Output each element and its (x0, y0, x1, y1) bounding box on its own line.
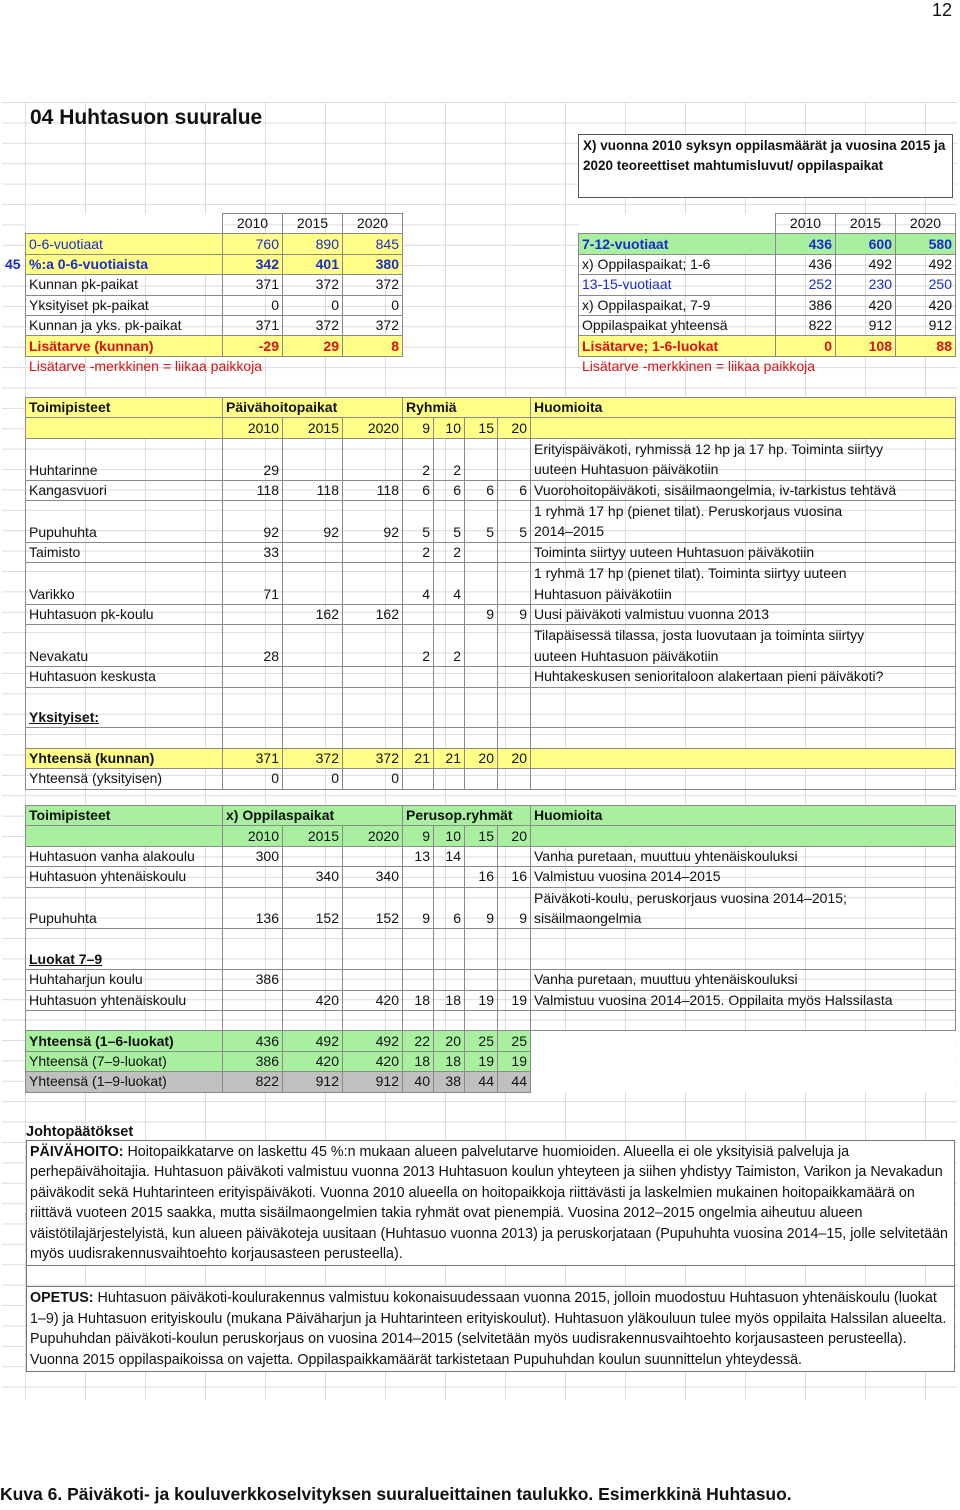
note-cell: Uusi päiväkoti valmistuu vuonna 2013 (531, 605, 956, 625)
cell (283, 563, 343, 605)
cell (283, 625, 343, 667)
cell: 5 (434, 500, 465, 542)
cell (465, 970, 498, 990)
figure-caption: Kuva 6. Päiväkoti- ja kouluverkkoselvityksen suuralueittainen taulukko. Esimerkkinä Huhtasuo. (0, 1484, 792, 1504)
note-line: Tilapäisessä tilassa, josta luovutaan ja toiminta siirtyy (534, 627, 865, 644)
row-label: Yhteensä (7–9-luokat) (26, 1051, 223, 1071)
daycare-summary-table (25, 213, 403, 357)
cell: 371 (223, 748, 283, 768)
cell: 33 (223, 542, 283, 562)
table-row (26, 970, 956, 990)
col-header: Päivähoitopaikat (223, 398, 403, 418)
cell: 9 (498, 887, 531, 929)
table-row (26, 605, 956, 625)
cell: 136 (223, 887, 283, 929)
cell: 252 (776, 275, 836, 295)
cell: 19 (465, 990, 498, 1010)
row-label: x) Oppilaspaikat; 1-6 (579, 254, 776, 274)
cell (434, 605, 465, 625)
cell: 108 (836, 336, 896, 356)
unit-name: Huhtarinne (26, 438, 223, 480)
group-year: 15 (465, 418, 498, 438)
note-cell (531, 438, 956, 480)
row-label: 7-12-vuotiaat (579, 234, 776, 254)
year-cell: 2010 (223, 214, 283, 234)
note-line: uuteen Huhtasuon päiväkotiin (534, 461, 719, 478)
cell: 71 (223, 563, 283, 605)
cell: 492 (896, 254, 956, 274)
cell: 6 (403, 480, 434, 500)
year-cell: 2020 (896, 214, 956, 234)
cell: 386 (776, 295, 836, 315)
table-row (26, 438, 956, 480)
percent-value: 45 (5, 256, 21, 272)
cell: 4 (403, 563, 434, 605)
col-header: Perusop.ryhmät (403, 806, 531, 826)
cell (223, 605, 283, 625)
cell: 420 (283, 990, 343, 1010)
cell (283, 542, 343, 562)
private-label-row (26, 687, 956, 728)
cell: 16 (498, 867, 531, 887)
cell (434, 867, 465, 887)
cell: 92 (283, 500, 343, 542)
unit-name: Huhtasuon pk-koulu (26, 605, 223, 625)
cell: 38 (434, 1072, 465, 1092)
cell: 342 (223, 254, 283, 274)
table-row (26, 846, 956, 866)
conclusions-section (26, 1124, 955, 1372)
cell (343, 970, 403, 990)
row-label: Kunnan ja yks. pk-paikat (26, 315, 223, 335)
cell: 5 (498, 500, 531, 542)
year-cell: 2015 (283, 418, 343, 438)
cell (465, 438, 498, 480)
total-row (26, 1072, 956, 1092)
note-line: 1 ryhmä 17 hp (pienet tilat). Peruskorjaus vuosina (534, 502, 843, 519)
cell: 152 (343, 887, 403, 929)
cell: 6 (434, 887, 465, 929)
cell (223, 990, 283, 1010)
cell: 29 (283, 336, 343, 356)
row-label: Yksityiset pk-paikat (26, 295, 223, 315)
row-label: Yhteensä (1–6-luokat) (26, 1031, 223, 1051)
cell (223, 867, 283, 887)
cell: 340 (283, 867, 343, 887)
group-year: 9 (403, 418, 434, 438)
cell: 580 (896, 234, 956, 254)
cell: 420 (343, 990, 403, 1010)
cell (283, 970, 343, 990)
grades-label: Luokat 7–9 (26, 929, 223, 970)
cell: 21 (434, 748, 465, 768)
cell (498, 846, 531, 866)
table-row (26, 625, 956, 667)
cell (403, 667, 434, 687)
conclusion-education (26, 1286, 955, 1372)
cell (465, 846, 498, 866)
summary-row (26, 336, 403, 356)
year-cell: 2015 (283, 214, 343, 234)
cell: 9 (465, 887, 498, 929)
cell (343, 542, 403, 562)
cell: 6 (498, 480, 531, 500)
cell: 20 (498, 748, 531, 768)
unit-name: Huhtasuon yhtenäiskoulu (26, 990, 223, 1010)
cell: 5 (465, 500, 498, 542)
cell: 2 (434, 625, 465, 667)
summary-row (579, 254, 956, 274)
year-cell: 2015 (836, 214, 896, 234)
group-year: 9 (403, 826, 434, 846)
group-year: 20 (498, 826, 531, 846)
page-number: 12 (931, 0, 952, 20)
unit-name: Huhtasuon keskusta (26, 667, 223, 687)
cell: 4 (434, 563, 465, 605)
cell: 0 (283, 769, 343, 789)
year-cell: 2020 (343, 214, 403, 234)
col-header: Huomioita (531, 398, 956, 418)
summary-row (579, 275, 956, 295)
cell: 420 (836, 295, 896, 315)
cell: 340 (343, 867, 403, 887)
cell: 18 (403, 1051, 434, 1071)
cell (283, 438, 343, 480)
note-line: 2014–2015 (534, 523, 605, 540)
cell: 371 (223, 315, 283, 335)
daycare-text: Hoitopaikkatarve on laskettu 45 %:n mukaan alueen palvelutarve huomioiden. Alueella ei ole yksityisiä palveluja ja perhepäivähoitajia. Huhtasuon päiväkoti valmistuu vuonna 2013 Huhtasuon koulun yhteyteen ja siihen yhdistyy Taimiston, Varikon ja Nevakadun päiväkodit sekä Huhtarinteen erityispäiväkoti. Vuonna 2010 alueella on hoitopaikkoja riittävästi ja laskelmien mukainen hoitopaikkamäärä on riittävä vuoteen 2015 saakka, mutta sisäilmaongelmien takia ryhmät ovat pienempiä. Vuosina 2012–2015 ongelmia aiheutuu alueen väistötilajärjestelyistä, kun alueen päiväkoteja uusitaan (Huhtasuo vuonna 2013) ja peruskorjataan (Pupuhuhta vuosina 2014–15, jolle selvitetään myös uudisrakennusvaihtoehto korjausasteen perusteella). (30, 1144, 948, 1263)
cell: 401 (283, 254, 343, 274)
cell: 250 (896, 275, 956, 295)
cell: 18 (434, 990, 465, 1010)
cell: 2 (434, 542, 465, 562)
note-box: X) vuonna 2010 syksyn oppilasmäärät ja vuosina 2015 ja 2020 teoreettiset mahtumisluvut/ oppilaspaikat (578, 134, 953, 198)
cell: 0 (223, 295, 283, 315)
cell: 912 (343, 1072, 403, 1092)
school-units-table (25, 805, 956, 1093)
year-cell: 2020 (343, 418, 403, 438)
cell (498, 563, 531, 605)
cell: 2 (434, 438, 465, 480)
cell: 2 (403, 542, 434, 562)
cell: 13 (403, 846, 434, 866)
cell: 44 (498, 1072, 531, 1092)
cell (465, 667, 498, 687)
summary-row (26, 315, 403, 335)
cell (498, 625, 531, 667)
cell (283, 667, 343, 687)
total-row (26, 769, 956, 789)
year-cell: 2015 (283, 826, 343, 846)
cell: 9 (498, 605, 531, 625)
cell: 0 (283, 295, 343, 315)
cell: 420 (283, 1051, 343, 1071)
cell: 16 (465, 867, 498, 887)
note-cell: Vanha puretaan, muuttuu yhtenäiskouluksi (531, 970, 956, 990)
row-label: Lisätarve; 1-6-luokat (579, 336, 776, 356)
cell (283, 846, 343, 866)
row-label: %:a 0-6-vuotiaista (26, 254, 223, 274)
total-row (26, 1031, 956, 1051)
cell: -29 (223, 336, 283, 356)
cell: 44 (465, 1072, 498, 1092)
cell: 0 (343, 295, 403, 315)
sheet-title: 04 Huhtasuon suuralue (30, 106, 263, 129)
cell: 20 (465, 748, 498, 768)
cell (343, 625, 403, 667)
unit-name: Pupuhuhta (26, 887, 223, 929)
col-header: Huomioita (531, 806, 956, 826)
cell: 92 (223, 500, 283, 542)
unit-name: Huhtasuon vanha alakoulu (26, 846, 223, 866)
row-label: 13-15-vuotiaat (579, 275, 776, 295)
note-cell: Toiminta siirtyy uuteen Huhtasuon päiväkotiin (531, 542, 956, 562)
note-cell (531, 887, 956, 929)
row-label: 0-6-vuotiaat (26, 234, 223, 254)
cell: 386 (223, 970, 283, 990)
cell (498, 970, 531, 990)
year-cell: 2020 (343, 826, 403, 846)
unit-name: Varikko (26, 563, 223, 605)
summary-row (579, 336, 956, 356)
cell: 162 (283, 605, 343, 625)
cell: 760 (223, 234, 283, 254)
note-line: Päiväkoti-koulu, peruskorjaus vuosina 2014–2015; (534, 889, 847, 906)
col-header: Toimipisteet (26, 398, 223, 418)
daycare-label: PÄIVÄHOITO: (30, 1144, 124, 1160)
school-summary-table (578, 213, 956, 357)
cell (223, 667, 283, 687)
cell: 372 (283, 275, 343, 295)
table-row (26, 500, 956, 542)
cell: 29 (223, 438, 283, 480)
years-row (579, 214, 956, 234)
group-year: 15 (465, 826, 498, 846)
cell: 436 (776, 234, 836, 254)
cell: 436 (223, 1031, 283, 1051)
summary-row (26, 275, 403, 295)
cell: 420 (896, 295, 956, 315)
unit-name: Huhtaharjun koulu (26, 970, 223, 990)
cell (465, 563, 498, 605)
cell: 300 (223, 846, 283, 866)
unit-name: Huhtasuon yhtenäiskoulu (26, 867, 223, 887)
cell (343, 438, 403, 480)
cell: 118 (223, 480, 283, 500)
summary-row (26, 295, 403, 315)
cell: 20 (434, 1031, 465, 1051)
year-cell: 2010 (776, 214, 836, 234)
cell: 371 (223, 275, 283, 295)
cell: 40 (403, 1072, 434, 1092)
cell: 600 (836, 234, 896, 254)
summary-row (579, 234, 956, 254)
table-row (26, 542, 956, 562)
year-cell: 2010 (223, 826, 283, 846)
cell (403, 867, 434, 887)
cell: 21 (403, 748, 434, 768)
note-cell: Valmistuu vuosina 2014–2015 (531, 867, 956, 887)
note-line: 1 ryhmä 17 hp (pienet tilat). Toiminta siirtyy uuteen (534, 565, 847, 582)
cell: 18 (434, 1051, 465, 1071)
row-label: Yhteensä (yksityisen) (26, 769, 223, 789)
cell (434, 667, 465, 687)
years-row (26, 214, 403, 234)
row-label: Lisätarve (kunnan) (26, 336, 223, 356)
col-header: x) Oppilaspaikat (223, 806, 403, 826)
summary-row (579, 295, 956, 315)
cell: 6 (434, 480, 465, 500)
row-label: Oppilaspaikat yhteensä (579, 315, 776, 335)
cell: 492 (836, 254, 896, 274)
summary-row (26, 234, 403, 254)
header-row (26, 398, 956, 418)
cell: 92 (343, 500, 403, 542)
group-year: 10 (434, 418, 465, 438)
cell: 822 (776, 315, 836, 335)
cell: 162 (343, 605, 403, 625)
row-label: Yhteensä (1–9-luokat) (26, 1072, 223, 1092)
note-cell: Huhtakeskusen senioritaloon alakertaan pieni päiväkoti? (531, 667, 956, 687)
col-header: Toimipisteet (26, 806, 223, 826)
note-cell: Valmistuu vuosina 2014–2015. Oppilaita myös Halssilasta (531, 990, 956, 1010)
private-label: Yksityiset: (26, 687, 223, 728)
table-row (26, 563, 956, 605)
cell: 118 (343, 480, 403, 500)
cell: 25 (465, 1031, 498, 1051)
cell: 912 (896, 315, 956, 335)
surplus-note-right: Lisätarve -merkkinen = liikaa paikkoja (582, 358, 816, 374)
cell: 9 (403, 887, 434, 929)
cell: 2 (403, 625, 434, 667)
cell: 19 (498, 990, 531, 1010)
cell: 19 (498, 1051, 531, 1071)
unit-name: Kangasvuori (26, 480, 223, 500)
cell: 25 (498, 1031, 531, 1051)
cell: 436 (776, 254, 836, 274)
cell: 9 (465, 605, 498, 625)
cell: 230 (836, 275, 896, 295)
unit-name: Nevakatu (26, 625, 223, 667)
cell: 372 (283, 315, 343, 335)
cell: 912 (283, 1072, 343, 1092)
table-row (26, 480, 956, 500)
cell: 492 (283, 1031, 343, 1051)
cell: 912 (836, 315, 896, 335)
header-row (26, 806, 956, 826)
cell: 22 (403, 1031, 434, 1051)
cell (498, 667, 531, 687)
cell: 845 (343, 234, 403, 254)
surplus-note-left: Lisätarve -merkkinen = liikaa paikkoja (29, 358, 263, 374)
cell: 822 (223, 1072, 283, 1092)
note-cell: Vuorohoitopäiväkoti, sisäilmaongelmia, iv-tarkistus tehtävä (531, 480, 956, 500)
cell: 372 (283, 748, 343, 768)
cell: 0 (223, 769, 283, 789)
grades-label-row (26, 929, 956, 970)
cell: 372 (343, 275, 403, 295)
note-cell: Vanha puretaan, muuttuu yhtenäiskouluksi (531, 846, 956, 866)
cell: 6 (465, 480, 498, 500)
group-year: 10 (434, 826, 465, 846)
summary-row (26, 254, 403, 274)
unit-name: Taimisto (26, 542, 223, 562)
cell (434, 970, 465, 990)
cell (465, 542, 498, 562)
summary-row (579, 315, 956, 335)
education-label: OPETUS: (30, 1290, 94, 1307)
daycare-units-table (25, 397, 956, 790)
cell: 152 (283, 887, 343, 929)
cell: 386 (223, 1051, 283, 1071)
table-row (26, 667, 956, 687)
cell (343, 846, 403, 866)
total-row (26, 748, 956, 768)
note-line: Erityispäiväkoti, ryhmissä 12 hp ja 17 hp. Toiminta siirtyy (534, 440, 884, 457)
cell (465, 625, 498, 667)
row-label: x) Oppilaspaikat, 7-9 (579, 295, 776, 315)
subheader-row (26, 826, 956, 846)
row-label: Kunnan pk-paikat (26, 275, 223, 295)
cell: 8 (343, 336, 403, 356)
conclusions-heading: Johtopäätökset (26, 1124, 134, 1140)
cell: 19 (465, 1051, 498, 1071)
cell: 28 (223, 625, 283, 667)
cell: 0 (776, 336, 836, 356)
cell (343, 667, 403, 687)
subheader-row (26, 418, 956, 438)
cell: 890 (283, 234, 343, 254)
cell: 5 (403, 500, 434, 542)
note-cell (531, 625, 956, 667)
cell: 492 (343, 1031, 403, 1051)
total-row (26, 1051, 956, 1071)
cell (498, 438, 531, 480)
conclusion-daycare (26, 1140, 955, 1266)
note-line: Huhtasuon päiväkotiin (534, 585, 672, 602)
table-row (26, 867, 956, 887)
cell: 118 (283, 480, 343, 500)
note-cell (531, 500, 956, 542)
cell (403, 970, 434, 990)
note-cell (531, 563, 956, 605)
cell: 372 (343, 315, 403, 335)
group-year: 20 (498, 418, 531, 438)
cell: 420 (343, 1051, 403, 1071)
cell (343, 563, 403, 605)
cell: 2 (403, 438, 434, 480)
cell: 88 (896, 336, 956, 356)
cell (403, 605, 434, 625)
col-header: Ryhmiä (403, 398, 531, 418)
cell: 380 (343, 254, 403, 274)
year-cell: 2010 (223, 418, 283, 438)
cell (498, 542, 531, 562)
note-line: uuteen Huhtasuon päiväkotiin (534, 647, 719, 664)
education-text: Huhtasuon päiväkoti-koulurakennus valmistuu kokonaisuudessaan vuonna 2015, jolloin muodostuu Huhtasuon yhtenäiskoulu (luokat 1–9) ja Huhtasuon erityiskoulu (mukana Päiväharjun ja Huhtarinteen erityiskoulut). Huhtasuon yläkouluun tulee myös oppilaita Halssilan alueelta. Pupuhuhdan päiväkoti-koulun peruskorjaus on vuosina 2014–2015 (selvitetään myös uudisrakennusvaihtoehto korjausasteen perusteella). Vuonna 2015 oppilaspaikoissa on vajetta. Oppilaspaikkamäärät tarkistetaan Pupuhuhdan koulun suunnittelun yhteydessä. (30, 1290, 947, 1368)
cell: 14 (434, 846, 465, 866)
table-row (26, 887, 956, 929)
row-label: Yhteensä (kunnan) (26, 748, 223, 768)
cell: 18 (403, 990, 434, 1010)
cell: 372 (343, 748, 403, 768)
note-line: sisäilmaongelmia (534, 909, 642, 926)
unit-name: Pupuhuhta (26, 500, 223, 542)
table-row (26, 990, 956, 1010)
cell: 0 (343, 769, 403, 789)
